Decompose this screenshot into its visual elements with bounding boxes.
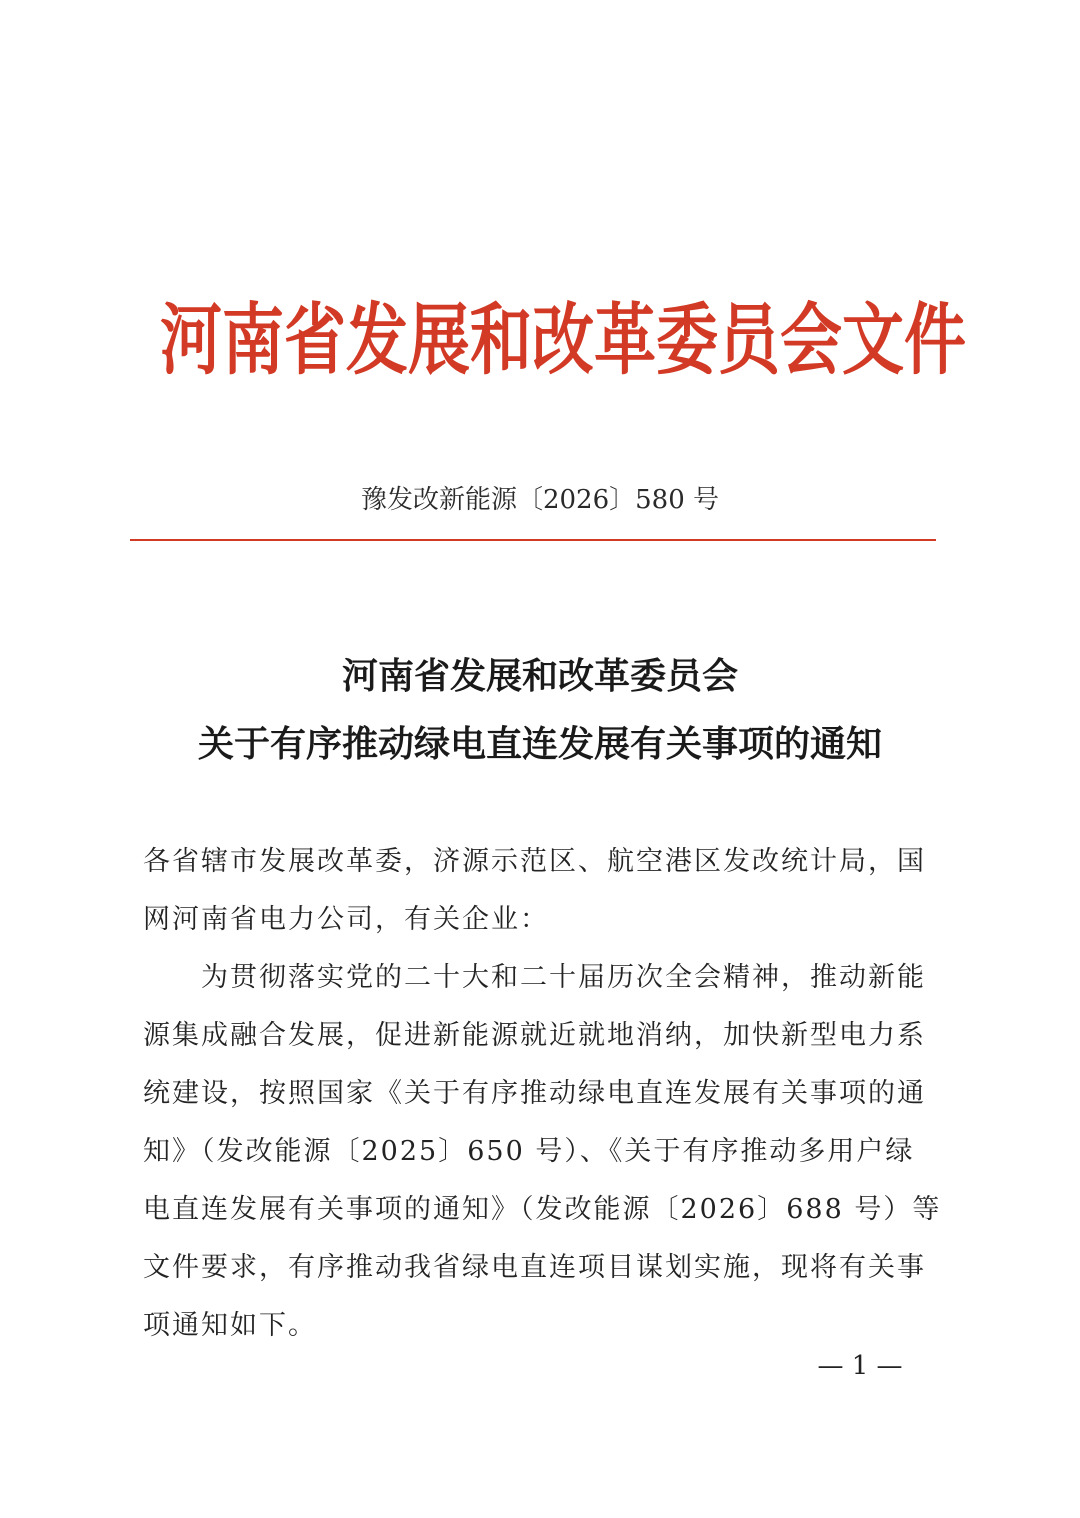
issuer-header: 河南省发展和改革委员会文件 bbox=[160, 293, 967, 385]
red-divider-line bbox=[130, 539, 936, 541]
notice-title-line-1: 河南省发展和改革委员会 bbox=[341, 656, 738, 697]
page-number: — 1 — bbox=[817, 1351, 903, 1381]
document-number: 豫发改新能源〔2026〕580 号 bbox=[360, 485, 720, 515]
notice-title-line-2: 关于有序推动绿电直连发展有关事项的通知 bbox=[197, 724, 882, 765]
salutation: 各省辖市发展改革委，济源示范区、航空港区发改统计局，国网河南省电力公司，有关企业： bbox=[143, 846, 926, 935]
body-paragraph: 为贯彻落实党的二十大和二十届历次全会精神，推动新能源集成融合发展，促进新能源就近就地消纳，加快新型电力系统建设，按照国家《关于有序推动绿电直连发展有关事项的通知》（发改能源〔2025〕650 号）、《关于有序推动多用户绿电直连发展有关事项的通知》（发改能源〔2026〕688 号）等文件要求，有序推动我省绿电直连项目谋划实施，现将有关事项通知如下。 bbox=[143, 962, 942, 1341]
